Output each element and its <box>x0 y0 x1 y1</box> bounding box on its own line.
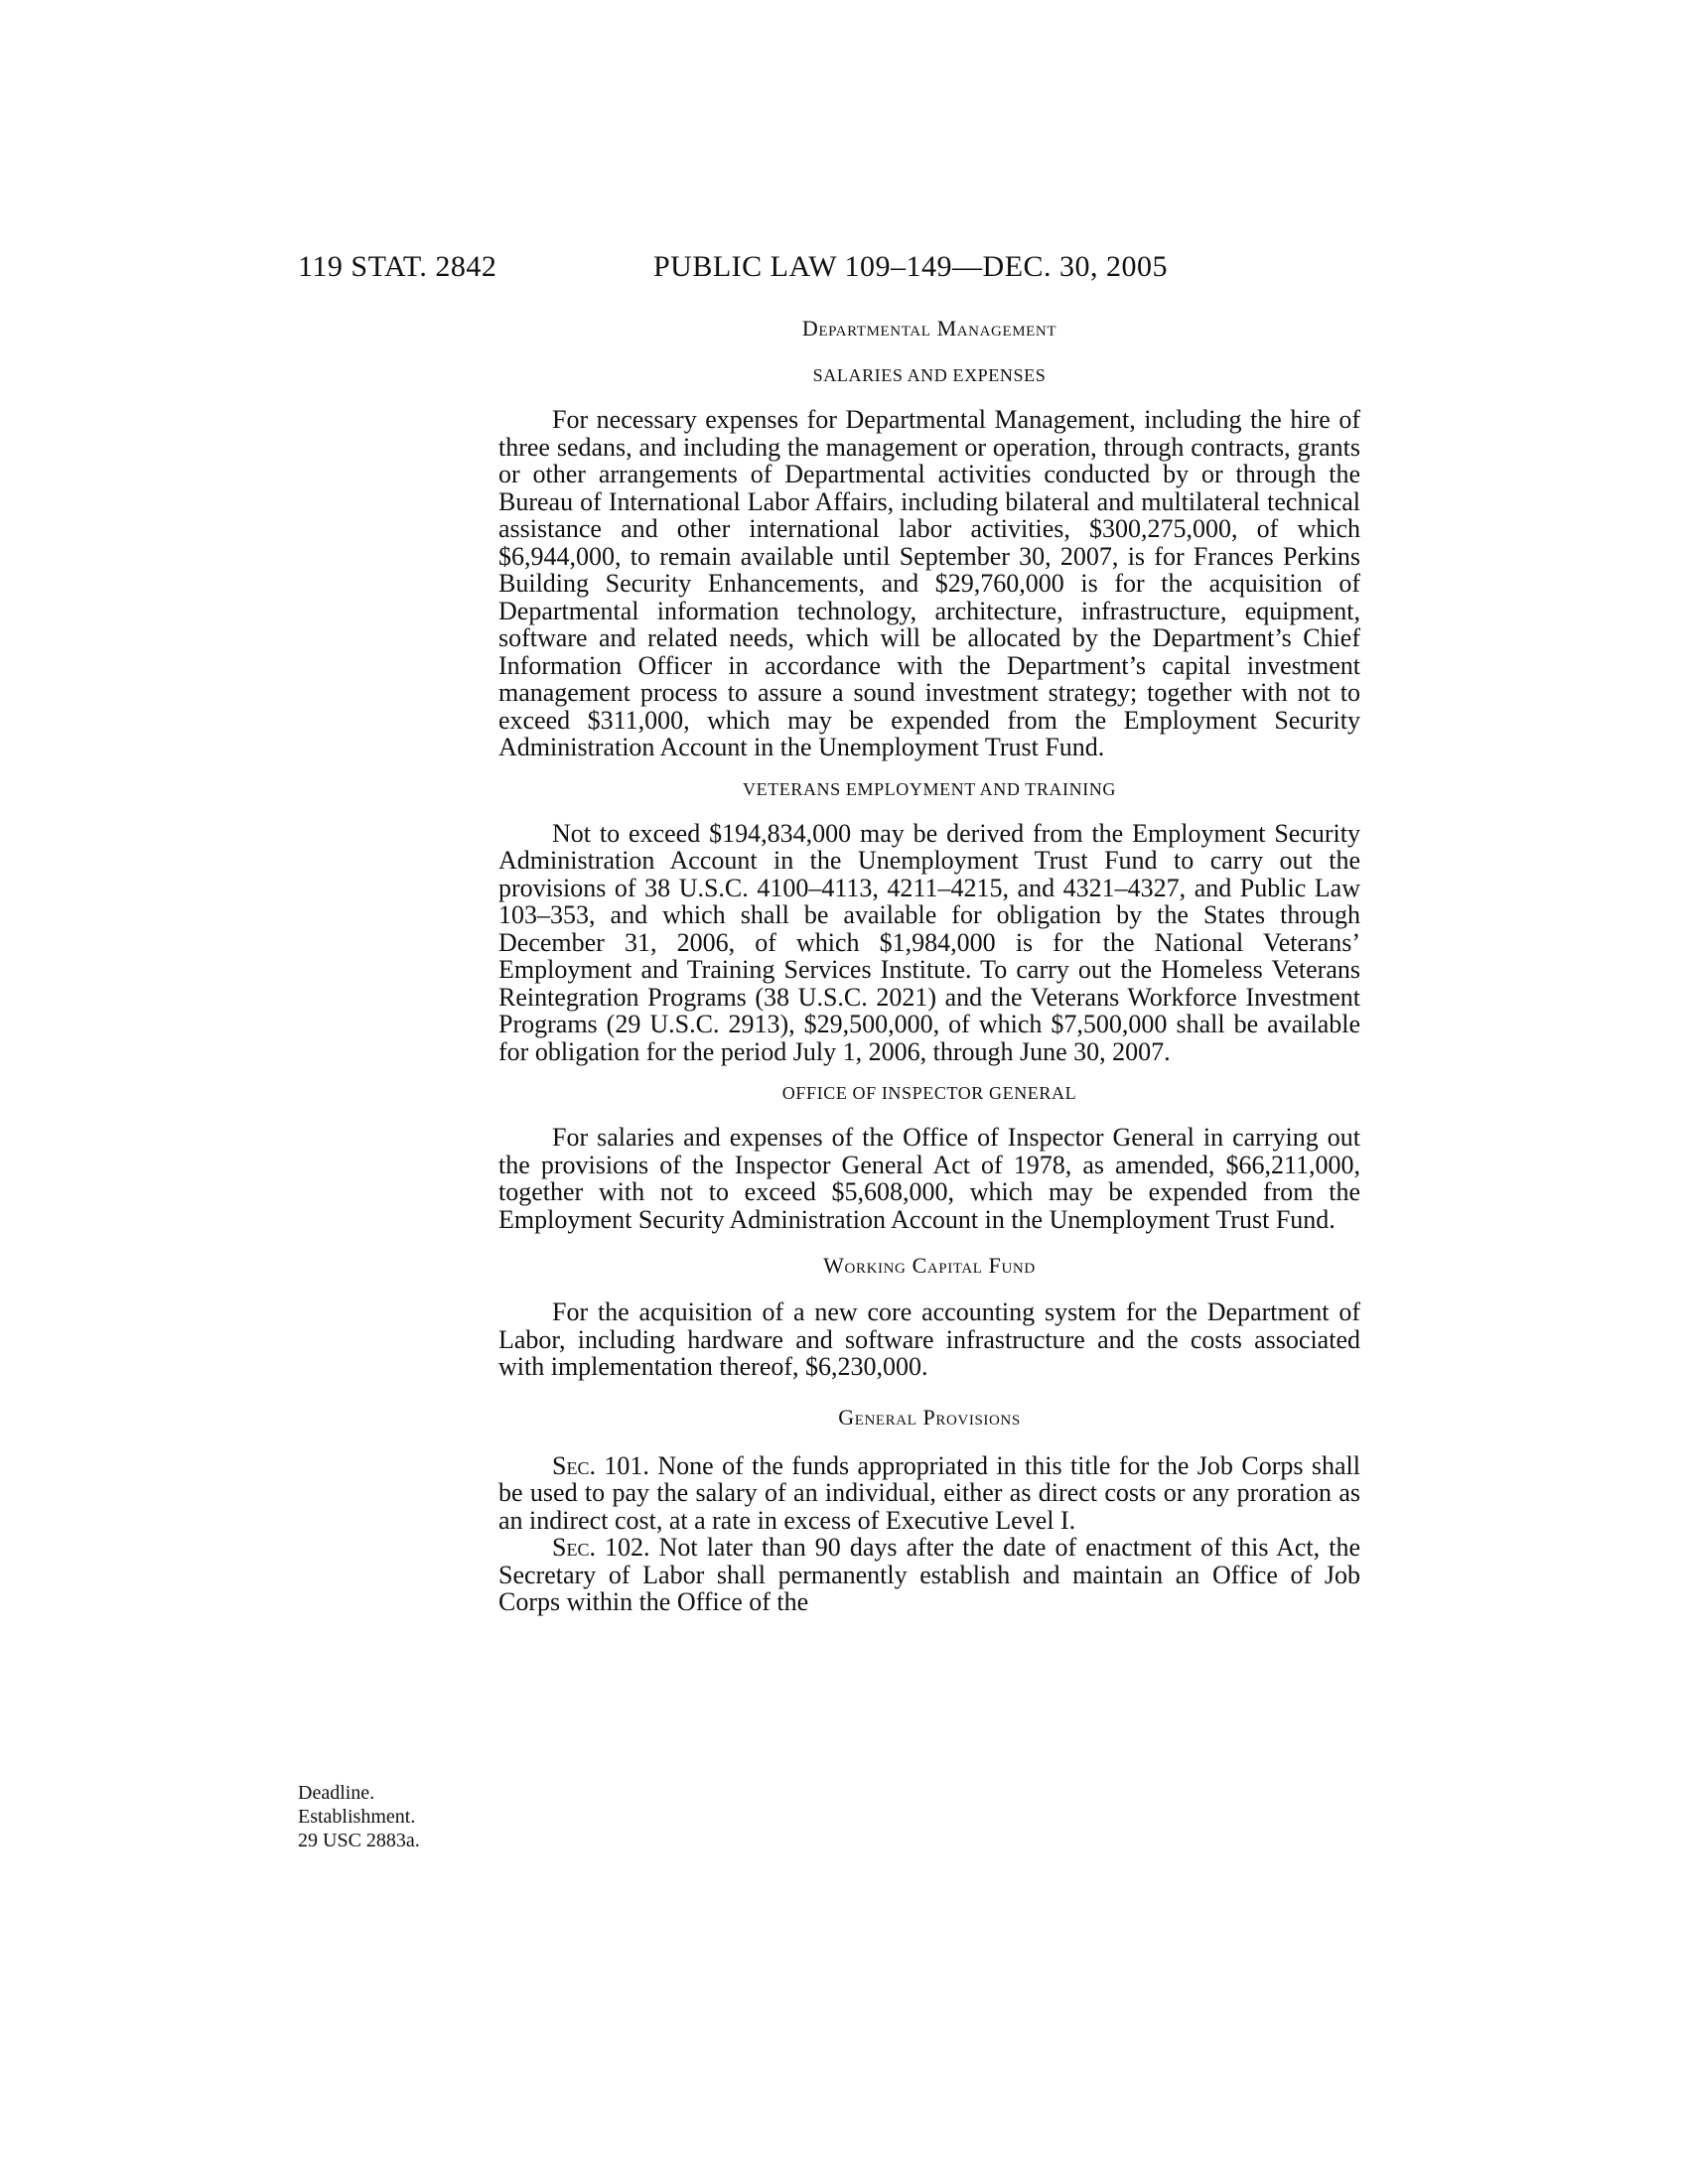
heading-working-capital-fund: Working Capital Fund <box>823 1253 1036 1278</box>
page-number: 119 STAT. 2842 <box>298 250 497 283</box>
margin-notes <box>298 1781 420 1852</box>
paragraph-working-capital-fund: For the acquisition of a new core accounting system for the Department of Labor, including hardware and software infrastructure and the costs associated with implementation thereof, $6,230,000. <box>498 1297 1360 1381</box>
margin-note-usc-citation: 29 USC 2883a. <box>298 1830 420 1851</box>
paragraph-inspector-general: For salaries and expenses of the Office of Inspector General in carrying out the provisions of the Inspector General Act of 1978, as amended, $66,211,000, together with not to exceed $5,608,000, which may be expended from the Employment Security Administration Account in the Unemployment Trust Fund. <box>498 1123 1360 1234</box>
margin-note-deadline: Deadline. <box>298 1782 375 1804</box>
section-101-label: Sec. <box>552 1450 596 1480</box>
running-head: PUBLIC LAW 109–149—DEC. 30, 2005 <box>653 250 1169 283</box>
subheading-salaries-and-expenses: SALARIES AND EXPENSES <box>812 365 1047 385</box>
paragraph-departmental-management: For necessary expenses for Departmental Management, including the hire of three sedans, and including the management or operation, through contracts, grants or other arrangements of Departmental activities conducted by or through the Bureau of International Labor Affairs, including bilateral and multilateral technical assistance and other international labor activities, $300,275,000, of which $6,944,000, to remain available until September 30, 2007, is for Frances Perkins Building Security Enhancements, and $29,760,000 is for the acquisition of Departmental information technology, architecture, infrastructure, equipment, software and related needs, which will be allocated by the Department’s Chief Information Officer in accordance with the Department’s capital investment management process to assure a sound investment strategy; together with not to exceed $311,000, which may be expended from the Employment Security Administration Account in the Unemployment Trust Fund. <box>498 405 1360 761</box>
section-101 <box>498 1452 1360 1535</box>
margin-note-establishment: Establishment. <box>298 1806 416 1828</box>
section-102-label: Sec. <box>552 1533 596 1562</box>
paragraph-veterans-employment: Not to exceed $194,834,000 may be derived from the Employment Security Administration Account in the Unemployment Trust Fund to carry out the provisions of 38 U.S.C. 4100–4113, 4211–4215, and 4321–4327, and Public Law 103–353, and which shall be available for obligation by the States through December 31, 2006, of which $1,984,000 is for the National Veterans’ Employment and Training Services Institute. To carry out the Homeless Veterans Reintegration Programs (38 U.S.C. 2021) and the Veterans Workforce Investment Programs (29 U.S.C. 2913), $29,500,000, of which $7,500,000 shall be available for obligation for the period July 1, 2006, through June 30, 2007. <box>498 818 1360 1066</box>
heading-departmental-management: Departmental Management <box>801 316 1057 341</box>
document-body <box>498 316 1360 1616</box>
section-101-text: 101. None of the funds appropriated in this title for the Job Corps shall be used to pay the salary of an individual, either as direct costs or any proration as an indirect cost, at a rate in excess of Executive Level I. <box>498 1450 1361 1535</box>
subheading-veterans-employment: VETERANS EMPLOYMENT AND TRAINING <box>742 778 1117 799</box>
subheading-inspector-general: OFFICE OF INSPECTOR GENERAL <box>781 1083 1077 1103</box>
heading-general-provisions: General Provisions <box>838 1404 1021 1430</box>
section-102 <box>498 1534 1360 1616</box>
section-102-text: 102. Not later than 90 days after the date of enactment of this Act, the Secretary of Labor shall permanently establish and maintain an Office of Job Corps within the Office of the <box>498 1533 1360 1616</box>
